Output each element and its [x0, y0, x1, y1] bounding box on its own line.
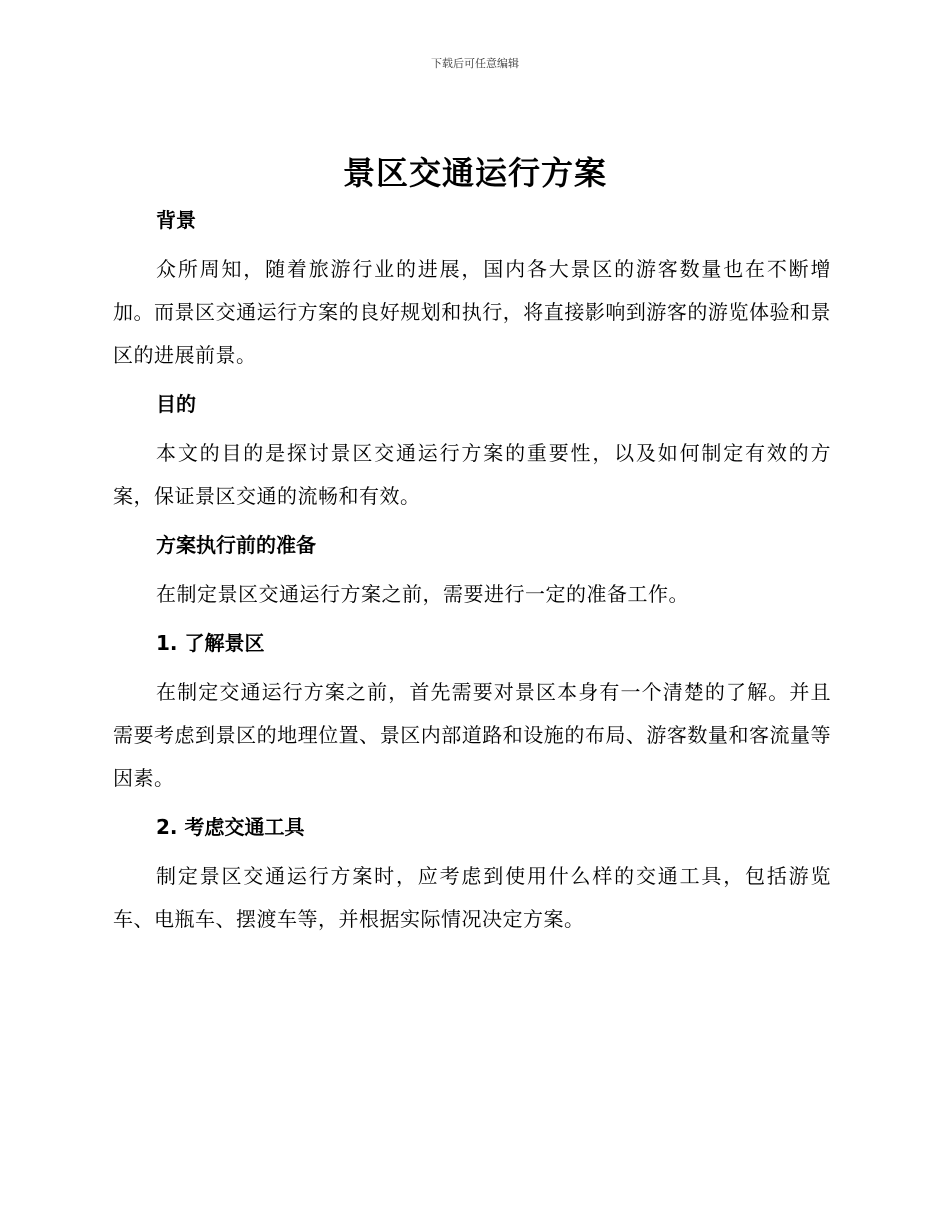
section-heading-background: 背景	[156, 208, 196, 232]
section-paragraph-background: 众所周知，随着旅游行业的进展，国内各大景区的游客数量也在不断增加。而景区交通运行方案的良好规划和执行，将直接影响到游客的游览体验和景区的进展前景。	[113, 257, 831, 367]
section-heading-purpose: 目的	[156, 392, 196, 416]
document-body	[113, 200, 831, 948]
section-paragraph-purpose: 本文的目的是探讨景区交通运行方案的重要性，以及如何制定有效的方案，保证景区交通的流畅和有效。	[113, 441, 831, 508]
page-header-note: 下载后可任意编辑	[431, 57, 519, 70]
section-paragraph-preparation: 在制定景区交通运行方案之前，需要进行一定的准备工作。	[156, 582, 689, 606]
section-paragraph-understand-scenic-area: 在制定交通运行方案之前，首先需要对景区本身有一个清楚的了解。并且需要考虑到景区的地理位置、景区内部道路和设施的布局、游客数量和客流量等因素。	[113, 680, 831, 790]
document-title: 景区交通运行方案	[342, 154, 607, 192]
section-heading-transport-vehicles: 2. 考虑交通工具	[156, 815, 305, 839]
section-heading-understand-scenic-area: 1. 了解景区	[156, 631, 265, 655]
section-heading-preparation: 方案执行前的准备	[156, 533, 316, 557]
section-paragraph-transport-vehicles: 制定景区交通运行方案时，应考虑到使用什么样的交通工具，包括游览车、电瓶车、摆渡车等，并根据实际情况决定方案。	[113, 864, 831, 931]
